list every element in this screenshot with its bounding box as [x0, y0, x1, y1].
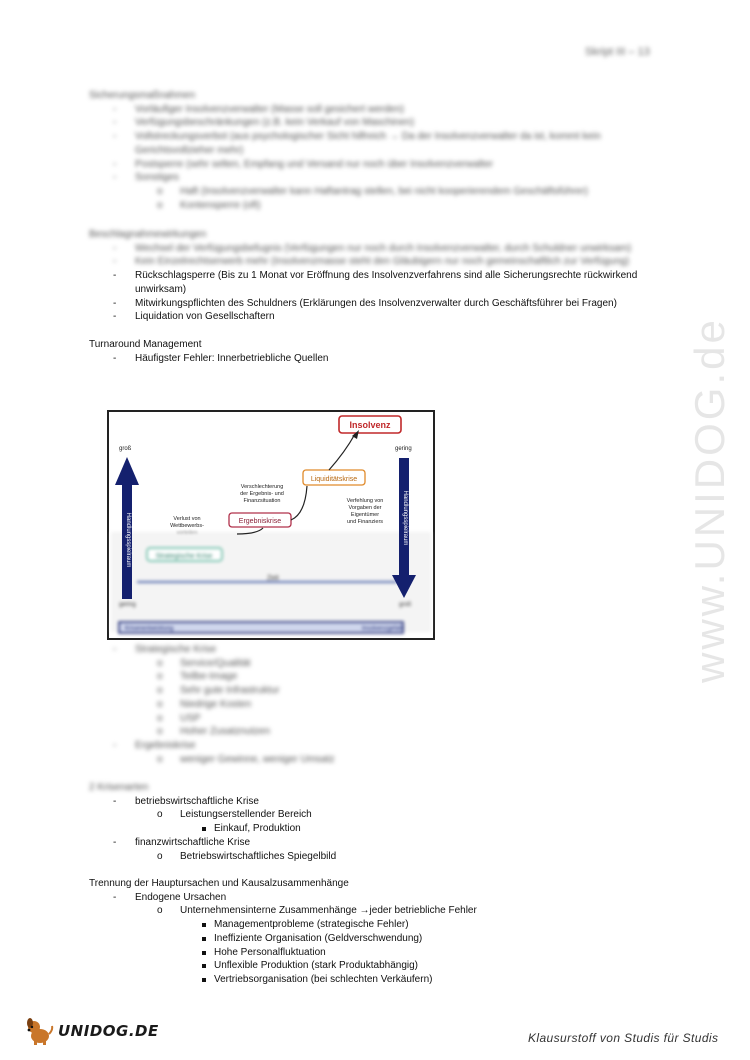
list-item: - Endogene Ursachen — [113, 891, 227, 903]
list-subitem: o USP — [157, 712, 201, 724]
bullet-circle: o — [157, 905, 163, 917]
section-title: Turnaround Management — [89, 339, 202, 350]
list-subitem: o Leistungserstellender Bereich — [157, 809, 312, 821]
bullet-circle: o — [157, 199, 163, 211]
list-subitem: o Betriebswirtschaftliches Spiegelbild — [157, 850, 337, 862]
note-verfehlung-1: Verfehlung von — [346, 498, 384, 504]
list-item: - Rückschlagsperre (Bis zu 1 Monat vor Eröffnung des Insolvenzverfahrens sind alle Sicherungsrechte rückwirkend — [113, 270, 638, 282]
note-verfehlung-3: Eigentümer — [350, 512, 380, 518]
bullet-circle: o — [157, 185, 163, 197]
crisis-diagram — [107, 410, 435, 640]
list-item: - betriebswirtschaftliche Krise — [113, 795, 259, 807]
bullet-dash: - — [113, 172, 117, 184]
list-subitem: o Haft (Insolvenzverwalter kann Haftantrag stellen, bei nicht kooperierendem Geschäftsführer) — [157, 185, 588, 197]
section-trennung — [89, 877, 477, 987]
list-subitem: o Niedrige Kosten — [157, 698, 252, 710]
list-subsubitem: Ineffiziente Organisation (Geldverschwendung) — [89, 932, 477, 946]
list-item: - Vollstreckungsverbot (aus psychologischer Sicht hilfreich → Da der Insolvenzverwalter da ist, kommt kein — [113, 131, 601, 143]
list-subitem: o Hoher Zusatznutzen — [157, 726, 271, 738]
section-title: Sicherungsmaßnahmen — [89, 90, 196, 101]
list-subsubitem: Einkauf, Produktion — [89, 822, 336, 836]
right-top-label: gering — [395, 446, 412, 452]
section-turnaround — [89, 338, 328, 365]
note-verfehlung-2: Vorgaben der — [348, 505, 382, 511]
list-item: - Wechsel der Verfügungsbefugnis (Verfügungen nur noch durch Insolvenzverwalter, durch Schuldner unwirksam) — [113, 242, 632, 254]
left-top-label: groß — [119, 446, 132, 452]
brand-name: UNIDOG.DE — [58, 1022, 159, 1040]
bullet-square-icon — [202, 923, 206, 927]
bullet-square-icon — [202, 951, 206, 955]
section-title: 2 Krisenarten — [89, 782, 149, 793]
list-item: - Mitwirkungspflichten des Schuldners (Erklärungen des Insolvenzverwalter durch Geschäftsführer bei Fragen) — [113, 297, 617, 309]
list-subitem: o Sehr gute Infrastruktur — [157, 685, 280, 697]
list-item: - Postsperre (sehr selten, Empfang und Versand nur noch über Insolvenzverwalter — [113, 158, 493, 170]
bullet-dash: - — [113, 297, 117, 309]
left-bottom-label: gering — [119, 602, 136, 608]
bottom-bar-right-label: Insolvenzgefahr — [362, 626, 405, 632]
list-item-continuation: unwirksam) — [135, 283, 187, 295]
bullet-square-icon — [202, 827, 206, 831]
note-verfehlung-4: und Finanziers — [346, 519, 384, 525]
bullet-dash: - — [113, 836, 117, 848]
list-subsubitem: Managementprobleme (strategische Fehler) — [89, 918, 477, 932]
bullet-square-icon — [202, 937, 206, 941]
section-krisenarten — [89, 781, 336, 863]
list-item: - Verfügungsbeschränkungen (z.B. kein Verkauf von Maschinen) — [113, 117, 415, 129]
list-item: - Liquidation von Gesellschaftern — [113, 311, 275, 323]
bullet-dash: - — [113, 117, 117, 129]
list-item: - finanzwirtschaftliche Krise — [113, 836, 251, 848]
section-beschlag — [89, 228, 637, 324]
dog-icon — [24, 1016, 54, 1046]
note-verlust-2: Wettbewerbs- — [170, 523, 204, 529]
list-item: - Sonstiges — [113, 172, 179, 184]
note-verschlechterung-2: der Ergebnis- und — [240, 491, 284, 497]
right-bottom-label: groß — [399, 602, 412, 608]
time-label: Zeit — [267, 575, 279, 582]
note-verlust-1: Verlust von — [173, 516, 201, 522]
bullet-square-icon — [202, 978, 206, 982]
list-item: - Ergebniskrise — [113, 739, 196, 751]
crisis-diagram-svg — [107, 410, 435, 640]
ergebniskrise-label: Ergebniskrise — [238, 518, 282, 525]
right-bar-label: Handlungsspielraum — [402, 490, 408, 546]
section-title: Trennung der Hauptursachen und Kausalzusammenhänge — [89, 878, 349, 889]
bullet-dash: - — [113, 103, 117, 115]
footer-tagline: Klausurstoff von Studis für Studis — [528, 1031, 719, 1045]
list-item: - Häufigster Fehler: Innerbetriebliche Quellen — [113, 352, 329, 364]
bullet-circle: o — [157, 850, 163, 862]
list-subitem: o weniger Gewinne, weniger Umsatz — [157, 753, 335, 765]
page-number: Skript III – 13 — [585, 46, 650, 58]
list-item-continuation: Gerichtsvollzieher mehr) — [135, 144, 244, 156]
bullet-dash: - — [113, 352, 117, 364]
list-item: - Vorläufiger Insolvenzverwalter (Masse soll gesichert werden) — [113, 103, 405, 115]
list-item: - Strategische Krise — [113, 644, 217, 655]
bullet-dash: - — [113, 158, 117, 170]
bullet-dash: - — [113, 270, 117, 282]
liquiditaetskrise-label: Liquiditätskrise — [310, 476, 358, 483]
bullet-dash: - — [113, 311, 117, 323]
section-krise-list — [89, 643, 335, 766]
list-subitem: o Kontensperre (oft) — [157, 199, 261, 211]
note-verlust-3: vorteilen — [176, 530, 198, 536]
list-subitem: o Unternehmensinterne Zusammenhänge →jeder betriebliche Fehler — [157, 905, 477, 917]
watermark — [686, 270, 734, 730]
bullet-circle: o — [157, 809, 163, 821]
list-subsubitem: Vertriebsorganisation (bei schlechten Verkäufern) — [89, 973, 477, 987]
list-subsubitem: Hohe Personalfluktuation — [89, 946, 477, 960]
bullet-dash: - — [113, 891, 117, 903]
bullet-square-icon — [202, 964, 206, 968]
list-subsubitem: Unflexible Produktion (stark Produktabhängig) — [89, 959, 477, 973]
list-item: - Kein Einzelrechtserwerb mehr (Insolvenzmasse steht den Gläubigern nur noch gemeinschaftlich zur Verfügung) — [113, 256, 630, 268]
section-title: Beschlagnahmewirkungen — [89, 229, 207, 240]
bullet-dash: - — [113, 131, 117, 143]
section-sicherung — [89, 89, 601, 212]
footer-logo[interactable] — [24, 1016, 159, 1046]
diagram-blurred-region — [111, 532, 431, 633]
watermark-text: www.UNIDOG.de — [686, 317, 734, 683]
list-subitem: o Service/Qualität — [157, 657, 251, 669]
bullet-dash: - — [113, 795, 117, 807]
left-bar-label: Handlungsspielraum — [125, 512, 131, 568]
note-verschlechterung-3: Finanzsituation — [243, 498, 281, 504]
bottom-bar-left-label: Krisenentwicklung — [125, 626, 174, 632]
insolvenz-label: Insolvenz — [349, 420, 391, 430]
list-subitem: o Teilbe-Image — [157, 671, 238, 683]
note-verschlechterung-1: Verschlechterung — [240, 484, 284, 490]
strategische-krise-label: Strategische Krise — [155, 553, 213, 560]
